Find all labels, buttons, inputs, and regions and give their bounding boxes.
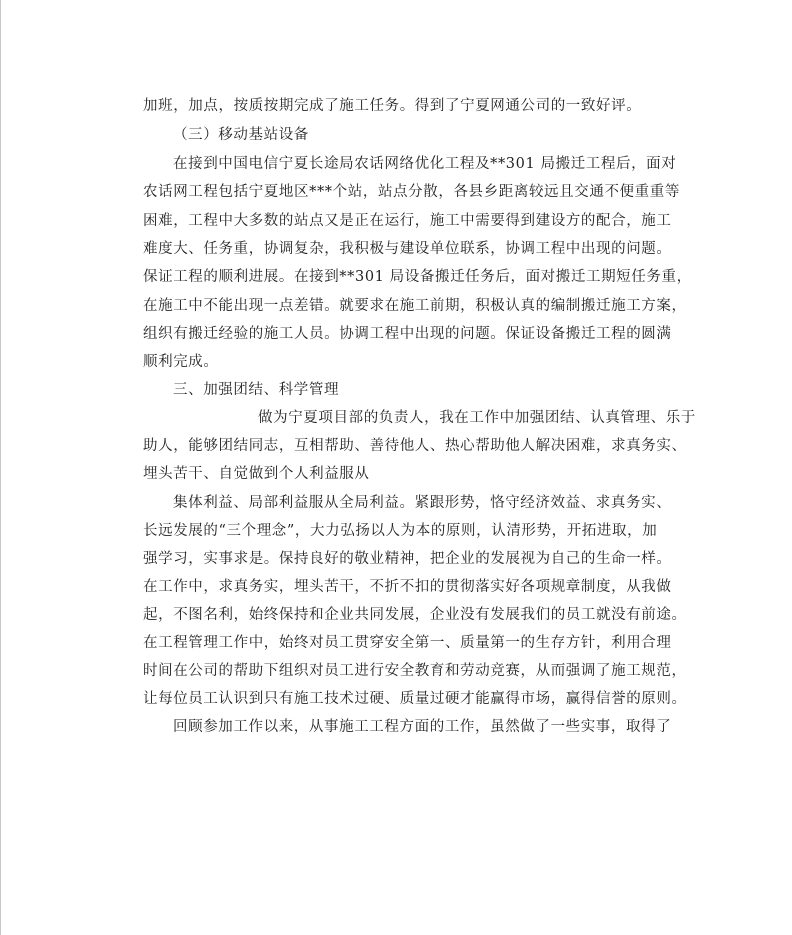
paragraph-line-21: 时间在公司的帮助下组织对员工进行安全教育和劳动竞赛，从而强调了施工规范， bbox=[143, 663, 687, 679]
paragraph-line-23: 回顾参加工作以来，从事施工工程方面的工作，虽然做了一些实事，取得了 bbox=[173, 719, 672, 735]
paragraph-line-5: 困难，工程中大多数的站点又是正在运行，施工中需要得到建设方的配合，施工 bbox=[143, 213, 672, 229]
paragraph-line-14: 埋头苦干、自觉做到个人利益服从 bbox=[143, 466, 370, 482]
paragraph-line-18: 在工作中，求真务实，埋头苦干，不折不扣的贯彻落实好各项规章制度，从我做 bbox=[143, 579, 672, 595]
paragraph-line-4: 农话网工程包括宁夏地区***个站，站点分散，各县乡距离较远且交通不便重重等 bbox=[143, 184, 680, 200]
paragraph-line-7: 保证工程的顺利进展。在接到**301 局设备搬迁任务后，面对搬迁工期短任务重， bbox=[143, 269, 692, 285]
paragraph-line-17: 强学习，实事求是。保持良好的敬业精神，把企业的发展视为自己的生命一样。 bbox=[143, 551, 672, 567]
paragraph-line-6: 难度大、任务重，协调复杂，我积极与建设单位联系，协调工程中出现的问题。 bbox=[143, 241, 672, 257]
paragraph-line-9: 组织有搬迁经验的施工人员。协调工程中出现的问题。保证设备搬迁工程的圆满 bbox=[143, 326, 672, 342]
paragraph-line-20: 在工程管理工作中，始终对员工贯穿安全第一、质量第一的生存方针，利用合理 bbox=[143, 635, 672, 651]
paragraph-line-15: 集体利益、局部利益服从全局利益。紧跟形势，恪守经济效益、求真务实、 bbox=[173, 495, 672, 511]
paragraph-line-12: 做为宁夏项目部的负责人，我在工作中加强团结、认真管理、乐于 bbox=[258, 410, 696, 426]
paragraph-line-13: 助人，能够团结同志，互相帮助、善待他人、热心帮助他人解决困难，求真务实、 bbox=[143, 438, 687, 454]
paragraph-line-10: 顺利完成。 bbox=[143, 354, 219, 370]
section-heading-teamwork: 三、加强团结、科学管理 bbox=[173, 382, 340, 398]
paragraph-line-19: 起，不图名利，始终保持和企业共同发展，企业没有发展我们的员工就没有前途。 bbox=[143, 607, 687, 623]
paragraph-line-8: 在施工中不能出现一点差错。就要求在施工前期，积极认真的编制搬迁施工方案， bbox=[143, 298, 687, 314]
paragraph-line-1: 加班，加点，按质按期完成了施工任务。得到了宁夏网通公司的一致好评。 bbox=[143, 98, 642, 114]
paragraph-line-3: 在接到中国电信宁夏长途局农话网络优化工程及**301 局搬迁工程后，面对 bbox=[173, 156, 677, 172]
paragraph-line-16: 长远发展的“三个理念”，大力弘扬以人为本的原则，认清形势，开拓进取，加 bbox=[143, 523, 658, 539]
section-heading-mobile-base-station: （三）移动基站设备 bbox=[173, 127, 309, 143]
paragraph-line-22: 让每位员工认识到只有施工技术过硬、质量过硬才能赢得市场，赢得信誉的原则。 bbox=[143, 691, 687, 707]
